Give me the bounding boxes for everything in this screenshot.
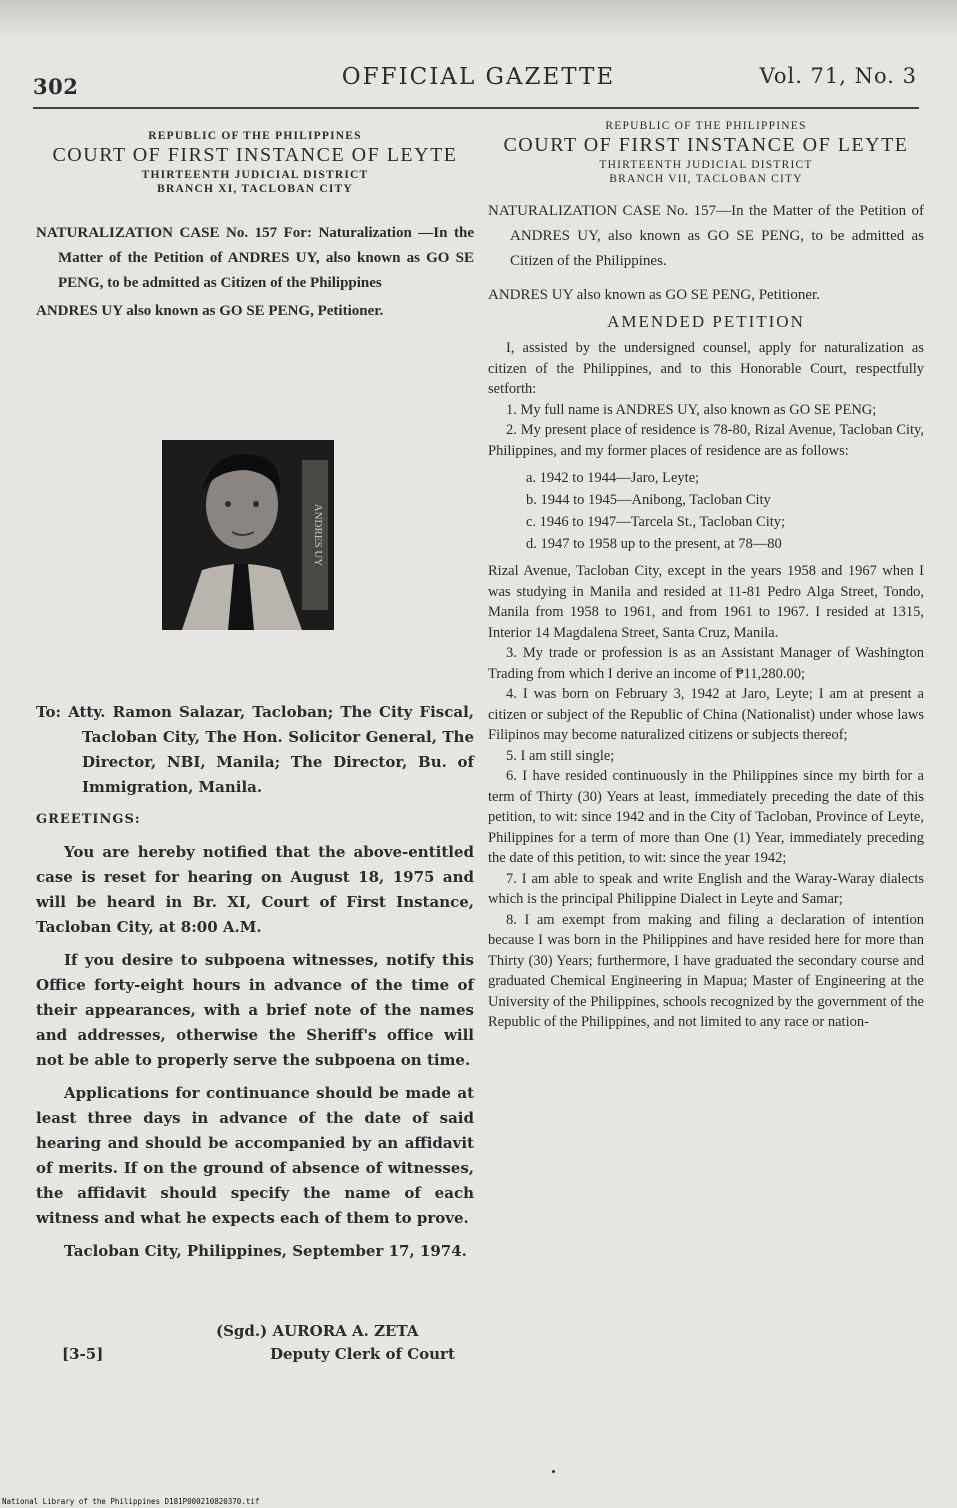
signature-name: (Sgd.) AURORA A. ZETA — [216, 1322, 419, 1340]
petition-item: 1. My full name is ANDRES UY, also known as GO SE PENG; — [506, 401, 877, 418]
residence-item: d. 1947 to 1958 up to the present, at 78—80 — [526, 536, 782, 552]
left-paragraph: Applications for continuance should be made at least three days in advance of the date of said hearing and should be accompanied by an affidavit of merits. If on the ground of absence of witnesses, the affidavit should specify the name of each witness and what he expects each of them to prove. — [36, 1084, 474, 1227]
residence-continued: Rizal Avenue, Tacloban City, except in the years 1958 and 1967 when I was studying in Manila and resided at 11-81 Pedro Alga Street, Tondo, Manila from 1958 to 1961, and from 1961 to 1967. I resided at 1315, Interior 14 Magdalena Street, Santa Cruz, Manila. — [488, 563, 924, 641]
petition-item: 2. My present place of residence is 78-80, Rizal Avenue, Tacloban City, Philippines, and my former places of residence are as follows: — [488, 422, 924, 459]
petition-item: 5. I am still single; — [506, 747, 615, 764]
photo-stamp: ANDRES UY — [312, 503, 324, 567]
page-number: 302 — [33, 74, 79, 99]
portrait-image — [162, 440, 334, 630]
petition-item: 6. I have resided continuously in the Philippines since my birth for a term of Thirty (30) Years at least, immediately preceding the date of this petition, to wit: since 1942 and in the City of Tacloban, Province of Leyte, Philippines for a term of more than One (1) Year, immediately preceding the date of this petition, to wit: since the year 1942; — [488, 768, 924, 866]
left-addressees: To: Atty. Ramon Salazar, Tacloban; The City Fiscal, Tacloban City, The Hon. Solicitor General, The Director, NBI, Manila; The Director, Bu. of Immigration, Manila. — [36, 703, 474, 796]
left-case-title: NATURALIZATION CASE No. 157 For: Naturalization —In the Matter of the Petition of ANDRES UY, also known as GO SE PENG, to be admitted as Citizen of the Philippines — [36, 225, 474, 291]
right-district: THIRTEENTH JUDICIAL DISTRICT — [599, 159, 813, 171]
right-republic: REPUBLIC OF THE PHILIPPINES — [605, 120, 807, 132]
left-district: THIRTEENTH JUDICIAL DISTRICT — [141, 169, 369, 181]
left-petitioner: ANDRES UY also known as GO SE PENG, Petitioner. — [36, 303, 384, 319]
scan-shadow — [0, 0, 957, 40]
right-column — [488, 118, 924, 1033]
publication-title: OFFICIAL GAZETTE — [341, 64, 616, 90]
right-court: COURT OF FIRST INSTANCE OF LEYTE — [503, 134, 909, 156]
petition-item: 8. I am exempt from making and filing a declaration of intention because I was born in the Philippines and have resided here for more than Thirty (30) Years; furthermore, I have graduated the secondary course and graduated Chemical Engineering in Mapua; Master of Engineering at the University of the Philippines, schools recognized by the government of the Republic of the Philippines, and not limited to any race or nation- — [488, 911, 924, 1030]
right-case-title: NATURALIZATION CASE No. 157—In the Matter of the Petition of ANDRES UY, also known as GO SE PENG, to be admitted as Citizen of the Philippines. — [488, 203, 924, 269]
petitioner-photo — [162, 440, 334, 630]
residence-item: a. 1942 to 1944—Jaro, Leyte; — [526, 470, 700, 486]
petition-item: 7. I am able to speak and write English and the Waray-Waray dialects which is the principal Philippine Dialect in Leyte and Samar; — [488, 870, 924, 907]
signature-title: Deputy Clerk of Court — [270, 1345, 455, 1363]
left-body — [36, 840, 474, 1272]
petition-item: 3. My trade or profession is as an Assistant Manager of Washington Trading from which I derive an income of ₱11,280.00; — [488, 645, 924, 682]
left-paragraph: If you desire to subpoena witnesses, notify this Office forty-eight hours in advance of the time of their appearances, with a brief note of the names and addresses, otherwise the Sheriff's office will not be able to properly serve the subpoena on time. — [36, 951, 474, 1069]
right-body — [488, 338, 924, 1033]
left-branch: BRANCH XI, TACLOBAN CITY — [157, 183, 353, 195]
left-column-heading — [36, 128, 474, 322]
volume-number: Vol. 71, No. 3 — [759, 64, 917, 88]
residence-list — [526, 467, 924, 555]
petition-item: 4. I was born on February 3, 1942 at Jaro, Leyte; I am at present a citizen or subject of the Republic of China (Nationalist) under whose laws Filipinos may become naturalized citizens or subjects thereof; — [488, 686, 924, 743]
speck — [552, 1470, 555, 1473]
petition-intro: I, assisted by the undersigned counsel, apply for naturalization as citizen of the Philippines, and to this Honorable Court, respectfully setforth: — [488, 340, 924, 397]
header-rule — [33, 107, 919, 109]
left-paragraph: Tacloban City, Philippines, September 17, 1974. — [64, 1242, 467, 1260]
residence-item: c. 1946 to 1947—Tarcela St., Tacloban City; — [526, 514, 786, 530]
right-branch: BRANCH VII, TACLOBAN CITY — [609, 173, 803, 185]
right-petitioner: ANDRES UY also known as GO SE PENG, Petitioner. — [488, 287, 820, 303]
left-republic: REPUBLIC OF THE PHILIPPINES — [148, 130, 362, 142]
left-paragraph: You are hereby notified that the above-entitled case is reset for hearing on August 18, 1975 and will be heard in Br. XI, Court of First Instance, Tacloban City, at 8:00 A.M. — [36, 843, 474, 936]
residence-item: b. 1944 to 1945—Anibong, Tacloban City — [526, 492, 771, 508]
issue-reference: [3-5] — [62, 1345, 104, 1363]
amended-petition-heading: AMENDED PETITION — [607, 312, 805, 331]
scan-footer: National Library of the Philippines D181P000210820370.tif — [2, 1497, 260, 1506]
left-greetings: GREETINGS: — [36, 812, 141, 827]
left-court: COURT OF FIRST INSTANCE OF LEYTE — [52, 144, 458, 166]
